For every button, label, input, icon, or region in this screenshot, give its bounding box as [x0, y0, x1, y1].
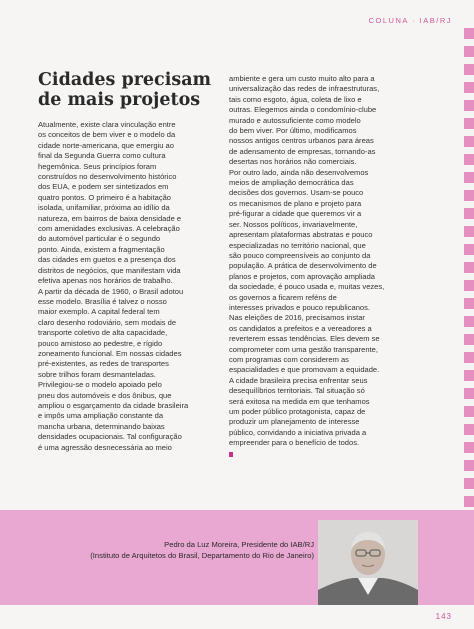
author-photo [318, 520, 418, 605]
left-column-text: Atualmente, existe clara vinculação entre os conceitos de bem viver e o modelo da cidade norte-americana, que emergiu ao final da Segunda Guerra como cultura hegemônica. Seus princípios foram construídos no desenvolvimento histórico dos EUA, e podem ser sintetizados em quatro pontos. O primeiro é a habitação isolada, unifamiliar, próxima ao idílio da natureza, em bairros de baixa densidade e com amenidades exclusivas. A celebração do automóvel particular é o segundo ponto. Ainda, existem a fragmentação das cidades em guetos e a presença dos distritos de negócios, que manifestam vida efetiva apenas nos horários de trabalho. A partir da década de 1960, o Brasil adotou esse modelo. Brasília é talvez o nosso maior exemplo. A capital federal tem claro desenho rodoviário, sem modais de transporte coletivo de alta capacidade, pouco amistoso ao pedestre, e rígido zoneamento funcional. Em nossas cidades pré-existentes, as redes de transportes sobre trilhos foram desmanteladas. Privilegiou-se o modelo apoiado pelo pneu dos automóveis e dos ônibus, que ampliou o esgarçamento da cidade brasileira e impôs uma ampliação constante da mancha urbana, determinando baixas densidades ocupacionais. Tal configuração é uma agressão desnecessária ao meio [38, 120, 189, 452]
author-portrait-illustration [318, 520, 418, 605]
article-column-right [229, 74, 405, 457]
section-label: COLUNA · IAB/RJ [368, 16, 452, 25]
page-number: 143 [435, 612, 452, 621]
author-caption [14, 540, 314, 561]
author-institution-line: (Instituto de Arquitetos do Brasil, Departamento do Rio de Janeiro) [90, 550, 314, 560]
article-title: Cidades precisam de mais projetos [38, 70, 212, 110]
edge-color-marks [464, 28, 474, 514]
author-name-line: Pedro da Luz Moreira, Presidente do IAB/RJ [164, 540, 314, 549]
article-column-left [38, 120, 216, 453]
right-column-text: ambiente e gera um custo muito alto para a universalização das redes de infraestruturas, tais como esgoto, água, coleta de lixo e outras. Elegemos ainda o condomínio-clube murado e autossuficiente como modelo do bem viver. Por último, modificamos nossos antigos centros urbanos para áreas de adensamento de empresas, tornando-as desertas nos horários não comerciais. Por outro lado, ainda não desenvolvemos meios de ampliação democrática das decisões dos governos. Usam-se pouco os mecanismos de plano e projeto para pré-figurar a cidade que queremos vir a ser. Nossos políticos, invariavelmente, apresentam plataformas abstratas e pouco especializadas no território nacional, que são pouco compreensíveis ao conjunto da população. A prática de desenvolvimento de planos e projetos, com aprovação ampliada da sociedade, é pouco usada e, muitas vezes, os governos a ficarem reféns de interesses privados e pouco republicanos. Nas eleições de 2016, precisamos instar os candidatos a prefeitos e a vereadores a reverterem essas tendências. Eles devem se comprometer com uma gestão transparente, com programas com considerem as espacialidades e que promovam a equidade. A cidade brasileira precisa enfrentar seus desequilíbrios territoriais. Tal situação só será exitosa na medida em que tenhamos um poder público protagonista, capaz de produzir um planejamento de interesse público, convidando a iniciativa privada a empreender para o benefício de todos. [229, 74, 385, 448]
end-of-article-marker [229, 452, 233, 457]
